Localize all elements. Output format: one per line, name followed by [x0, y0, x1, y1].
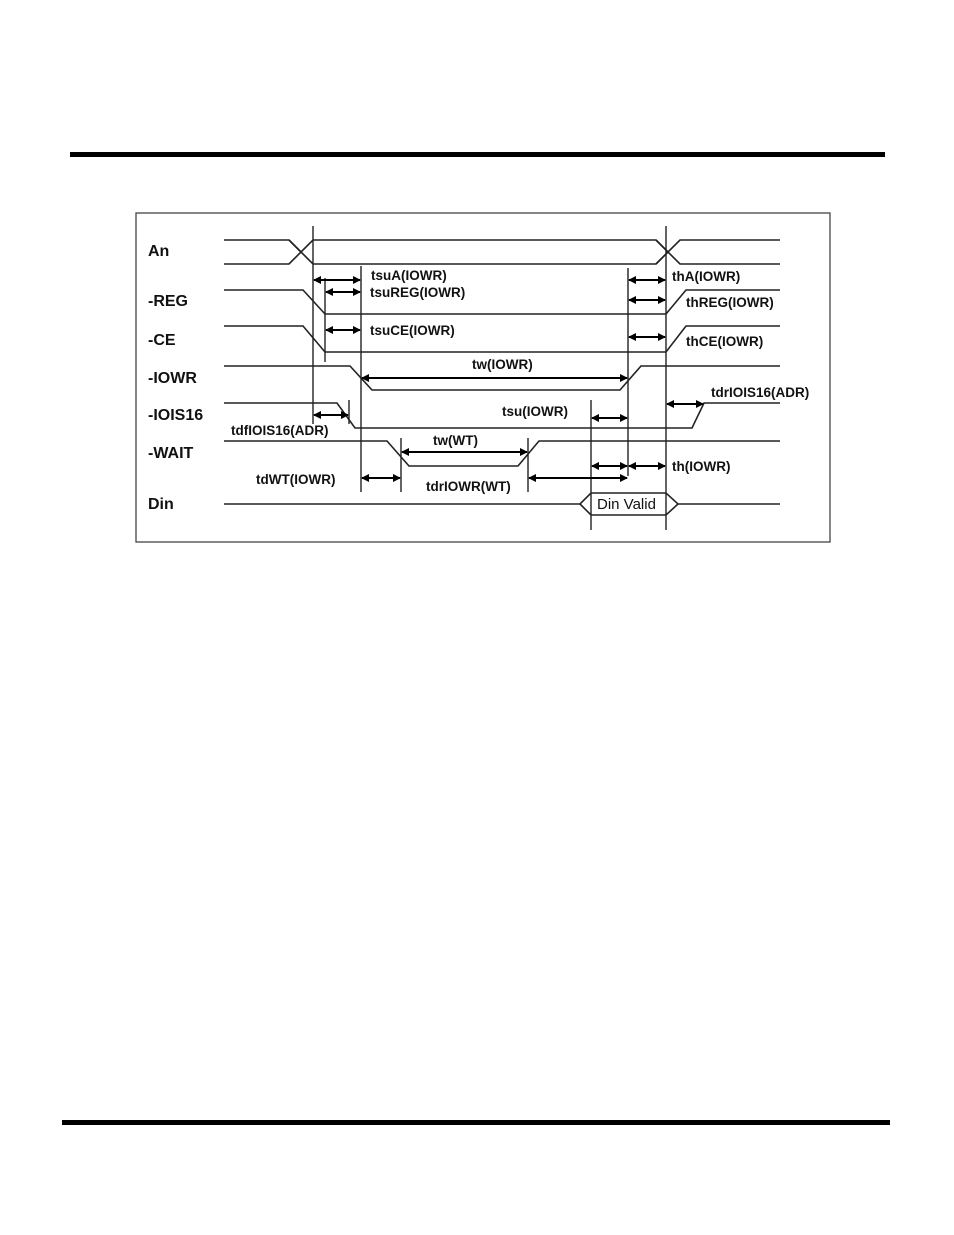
- timing-label-thce: thCE(IOWR): [686, 334, 764, 349]
- timing-label-th-iowr: th(IOWR): [672, 459, 731, 474]
- timing-label-tsua: tsuA(IOWR): [371, 268, 447, 283]
- signal-label-iois16: -IOIS16: [148, 407, 204, 424]
- timing-label-threg: thREG(IOWR): [686, 295, 774, 310]
- signal-label-iowr: -IOWR: [148, 370, 197, 387]
- footer-rule: [62, 1120, 890, 1125]
- timing-label-tdriois16: tdrIOIS16(ADR): [711, 385, 810, 400]
- timing-arrows: [314, 280, 703, 478]
- signal-label-reg: -REG: [148, 293, 188, 310]
- din-valid-label: Din Valid: [597, 496, 656, 513]
- timing-label-tw-wt: tw(WT): [433, 433, 478, 448]
- timing-label-tsureg: tsuREG(IOWR): [370, 285, 466, 300]
- signal-label-din: Din: [148, 496, 174, 513]
- timing-label-tdfiois16: tdfIOIS16(ADR): [231, 423, 329, 438]
- timing-label-tsuce: tsuCE(IOWR): [370, 323, 455, 338]
- timing-label-tdriowr: tdrIOWR(WT): [426, 479, 511, 494]
- signal-label-an: An: [148, 243, 170, 260]
- timing-label-tha: thA(IOWR): [672, 269, 741, 284]
- timing-label-tw-iowr: tw(IOWR): [472, 357, 533, 372]
- waveform-din: [224, 493, 780, 515]
- waveform-an: [224, 240, 780, 264]
- signal-label-wait: -WAIT: [148, 445, 194, 462]
- timing-label-tdwt: tdWT(IOWR): [256, 472, 336, 487]
- signal-label-ce: -CE: [148, 332, 176, 349]
- timing-label-tsu-iowr: tsu(IOWR): [502, 404, 568, 419]
